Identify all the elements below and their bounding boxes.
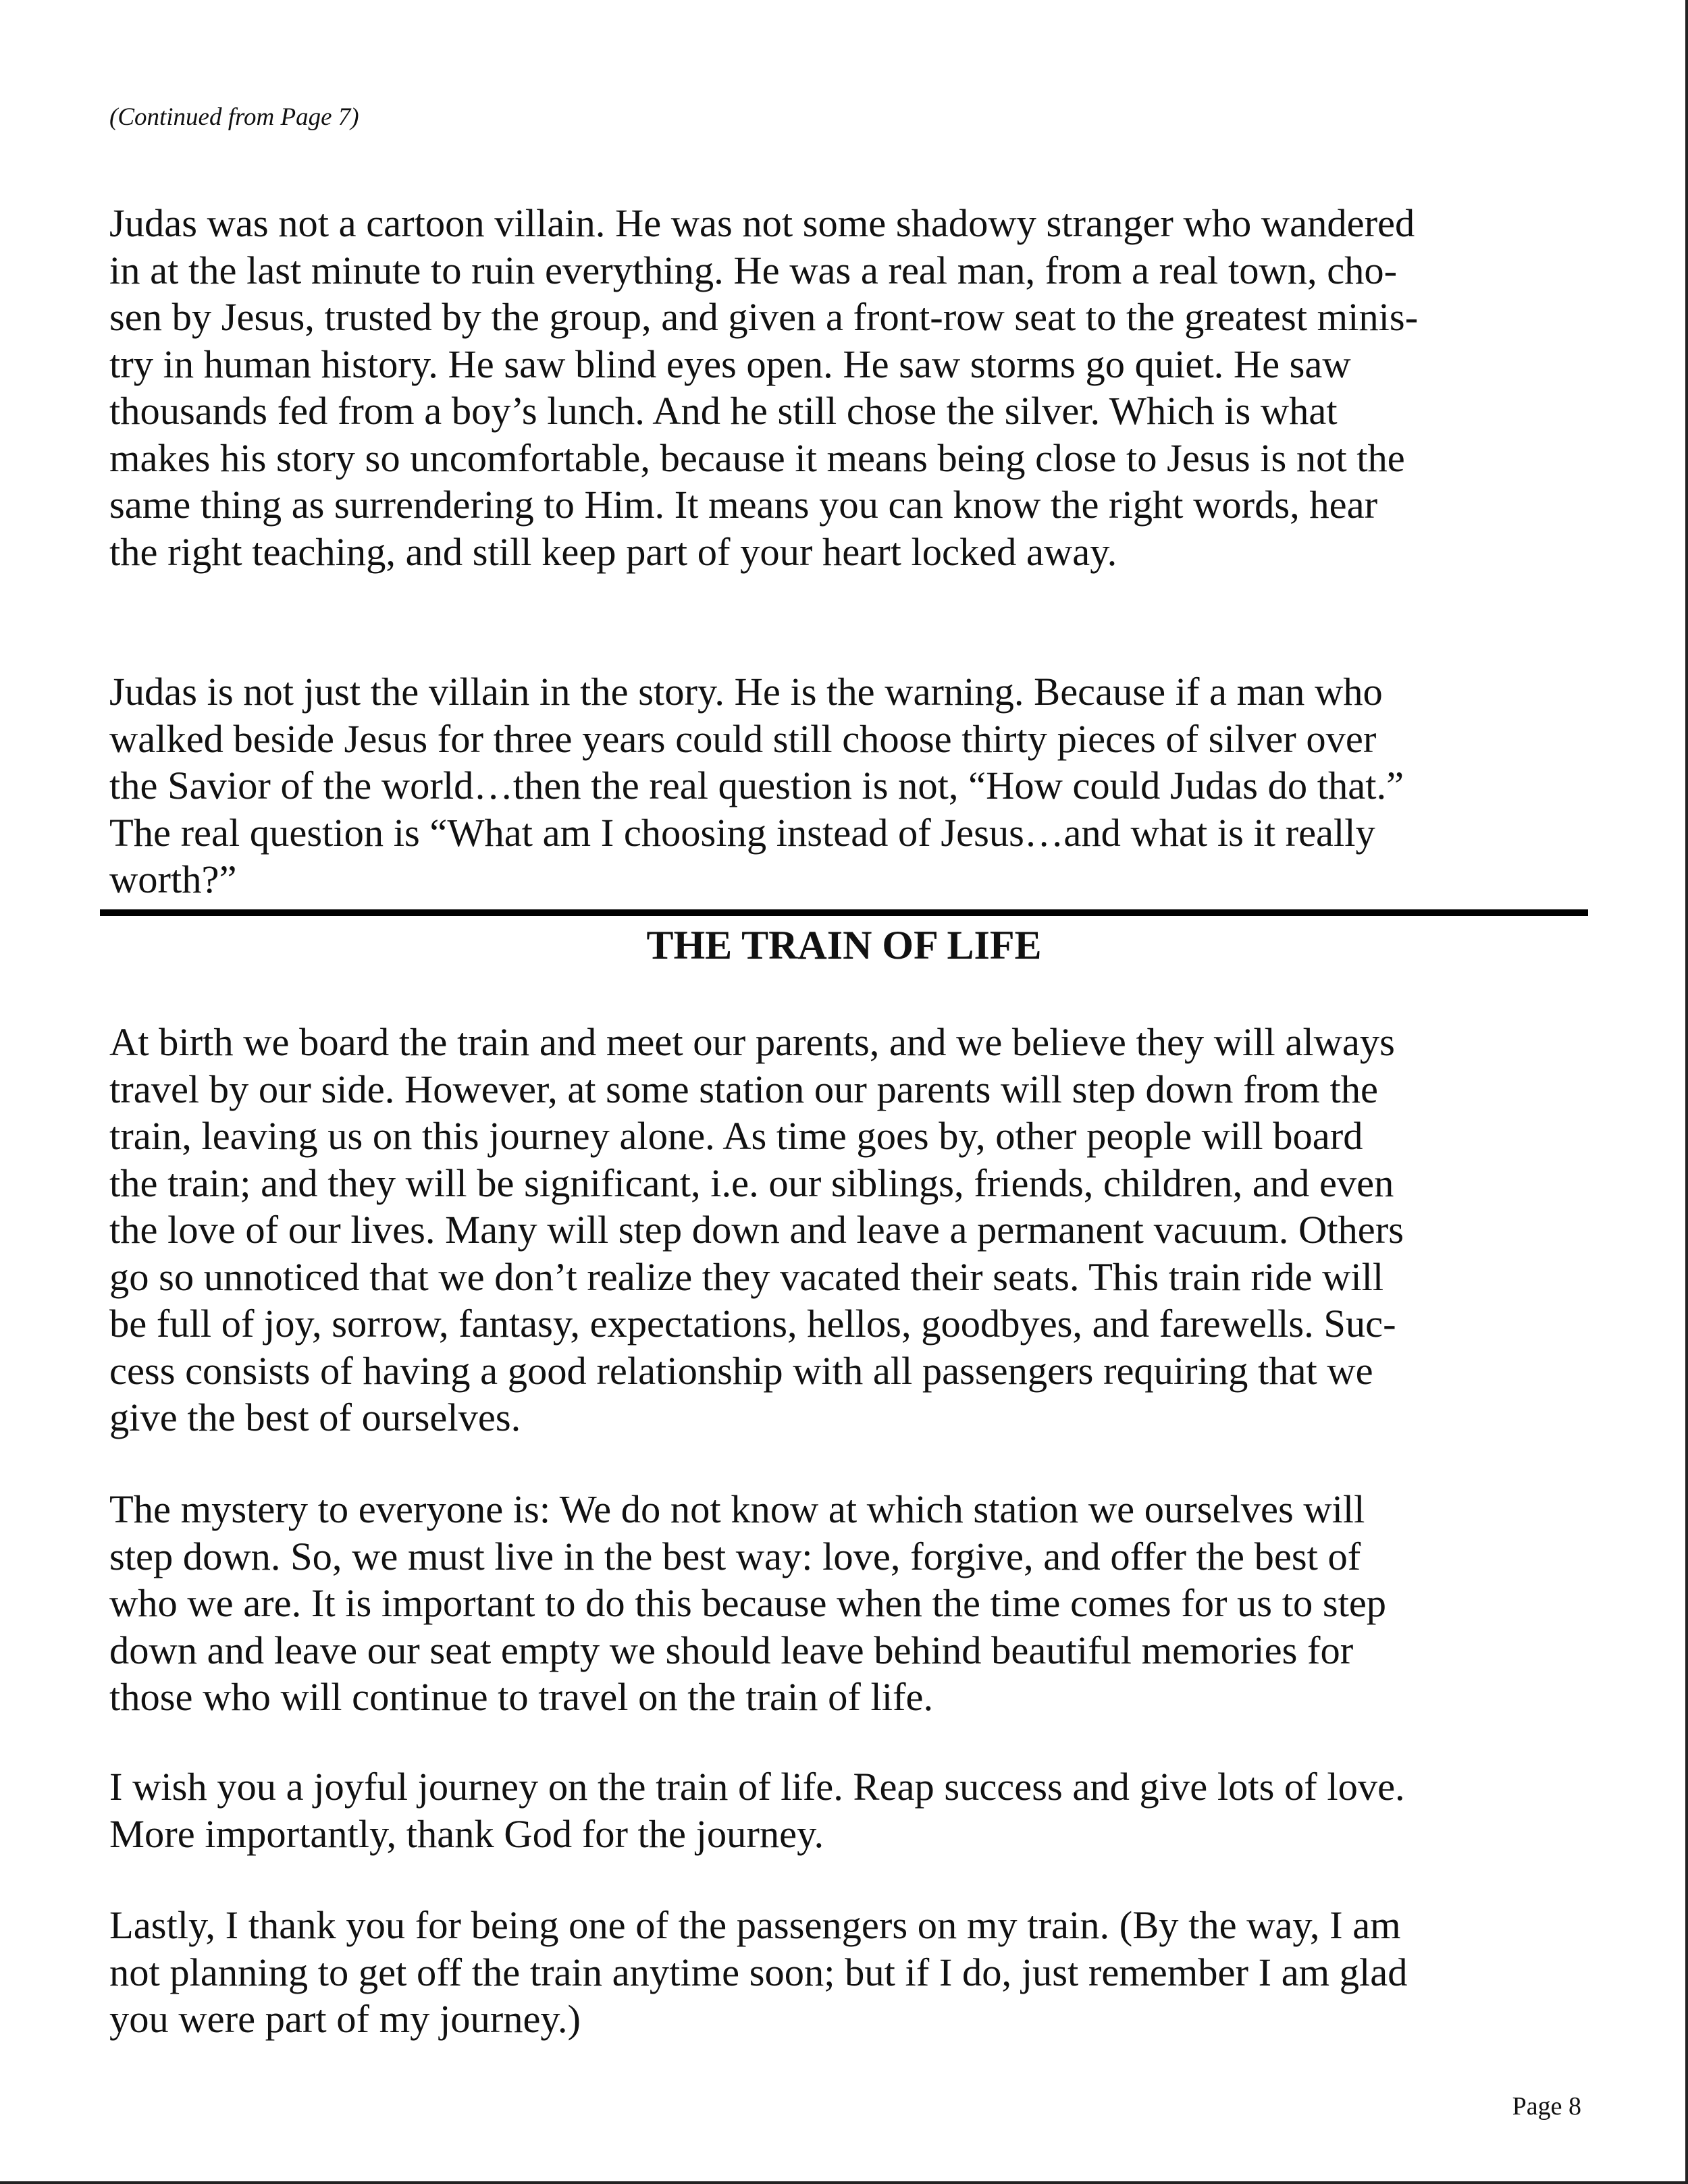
text-line: More importantly, thank God for the journey. (109, 1811, 824, 1856)
text-line: cess consists of having a good relationship with all passengers requiring that we (109, 1348, 1373, 1393)
text-line: Judas is not just the villain in the story. He is the warning. Because if a man who (109, 670, 1383, 714)
text-line: go so unnoticed that we don’t realize they vacated their seats. This train ride will (109, 1254, 1384, 1299)
train-paragraph-4 (109, 1902, 1584, 2043)
text-line: step down. So, we must live in the best way: love, forgive, and offer the best of (109, 1534, 1361, 1578)
text-line: thousands fed from a boy’s lunch. And he still chose the silver. Which is what (109, 389, 1338, 433)
text-line: I wish you a joyful journey on the train of life. Reap success and give lots of love. (109, 1765, 1405, 1809)
text-line: train, leaving us on this journey alone. As time goes by, other people will board (109, 1114, 1363, 1158)
continued-note: (Continued from Page 7) (109, 103, 359, 131)
text-line: be full of joy, sorrow, fantasy, expectations, hellos, goodbyes, and farewells. Suc- (109, 1302, 1396, 1346)
judas-paragraph-1 (109, 200, 1584, 575)
text-line: The real question is “What am I choosing instead of Jesus…and what is it really (109, 810, 1375, 855)
text-line: the Savior of the world…then the real question is not, “How could Judas do that.” (109, 764, 1404, 807)
train-paragraph-1 (109, 1019, 1584, 1441)
text-line: try in human history. He saw blind eyes open. He saw storms go quiet. He saw (109, 342, 1351, 386)
text-line: in at the last minute to ruin everything. He was a real man, from a real town, cho- (109, 248, 1398, 292)
text-line: the train; and they will be significant, i.e. our siblings, friends, children, and even (109, 1161, 1394, 1205)
text-line: the right teaching, and still keep part of your heart locked away. (109, 529, 1117, 574)
text-line: travel by our side. However, at some station our parents will step down from the (109, 1067, 1378, 1111)
train-paragraph-2 (109, 1486, 1584, 1721)
text-line: makes his story so uncomfortable, because it means being close to Jesus is not the (109, 435, 1405, 480)
judas-paragraph-2 (109, 668, 1584, 903)
text-line: you were part of my journey.) (109, 1997, 581, 2041)
text-line: The mystery to everyone is: We do not know at which station we ourselves will (109, 1487, 1365, 1531)
text-line: the love of our lives. Many will step down and leave a permanent vacuum. Others (109, 1208, 1404, 1252)
text-line: those who will continue to travel on the train of life. (109, 1675, 934, 1719)
text-line: who we are. It is important to do this because when the time comes for us to step (109, 1581, 1387, 1625)
text-line: walked beside Jesus for three years could still choose thirty pieces of silver over (109, 716, 1377, 761)
text-line: down and leave our seat empty we should leave behind beautiful memories for (109, 1628, 1354, 1672)
text-line: give the best of ourselves. (109, 1395, 521, 1439)
section-divider (100, 909, 1588, 916)
page-number: Page 8 (1512, 2092, 1581, 2121)
article-title: THE TRAIN OF LIFE (646, 923, 1042, 967)
text-line: not planning to get off the train anytime soon; but if I do, just remember I am glad (109, 1950, 1408, 1994)
text-line: Lastly, I thank you for being one of the passengers on my train. (By the way, I am (109, 1903, 1401, 1947)
text-line: Judas was not a cartoon villain. He was not some shadowy stranger who wandered (109, 201, 1415, 245)
text-line: At birth we board the train and meet our parents, and we believe they will always (109, 1020, 1395, 1064)
text-line: same thing as surrendering to Him. It means you can know the right words, hear (109, 483, 1378, 527)
text-line: worth?” (109, 857, 237, 901)
train-paragraph-3 (109, 1763, 1584, 1857)
text-line: sen by Jesus, trusted by the group, and given a front-row seat to the greatest minis- (109, 295, 1419, 339)
